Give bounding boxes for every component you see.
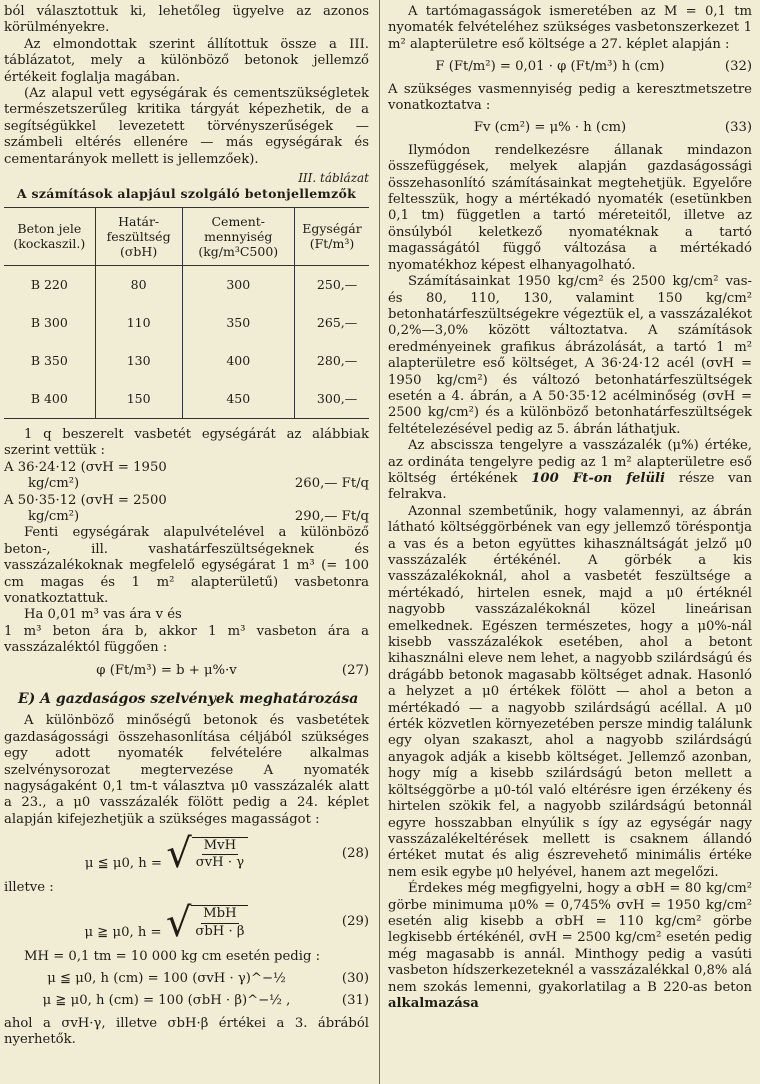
paragraph (388, 438, 752, 504)
equation-30 (4, 971, 369, 987)
equation-lhs: μ ≦ μ0, h = (84, 856, 162, 872)
price-item (4, 460, 369, 493)
table-cell: 130 (95, 342, 182, 380)
section-heading: E) A gazdaságos szelvények meghatározása (18, 690, 359, 707)
equation-body: μ ≦ μ0, h (cm) = 100 (σvH · γ)^−½ (47, 971, 286, 987)
paragraph: 1 m³ beton ára b, akkor 1 m³ vasbeton ára a vasszázaléktól függően : (4, 623, 369, 656)
sqrt-symbol: √ (165, 899, 192, 946)
paragraph: Az elmondottak szerint állítottuk össze a III. táblázatot, mely a különböző betonok jellemző értékeit foglalja magában. (4, 36, 369, 85)
equation-number: (31) (341, 993, 369, 1009)
table-cell: 300 (182, 265, 294, 304)
price-item-unit: kg/cm²) (28, 508, 80, 524)
paragraph: 1 q beszerelt vasbetét egységárát az alábbiak szerint vettük : (4, 426, 369, 459)
fraction-denominator: σvH · γ (195, 855, 245, 871)
fraction-denominator: σbH · β (195, 923, 245, 939)
price-item-line: A 50·35·12 (σvH = 2500 (4, 492, 167, 508)
equation-27 (4, 663, 369, 679)
paragraph: ahol a σvH·γ, illetve σbH·β értékei a 3. ábrából nyerhetők. (4, 1015, 369, 1048)
fraction-numerator: MbH (201, 906, 238, 923)
table-header: Beton jele (kockaszil.) (4, 207, 95, 265)
table-cell: 250,— (294, 265, 369, 304)
paragraph: ból választottuk ki, lehetőleg ügyelve az azonos körülményekre. (4, 4, 369, 36)
text-run: Az abscissza tengelyre a vasszázalék (μ%) értéke, az ordináta tengelyre pedig az 1 m² alapterületre eső költség értékének (388, 438, 752, 486)
table-caption: III. táblázat (298, 171, 369, 186)
table-cell: 300,— (294, 380, 369, 419)
table-cell: 280,— (294, 342, 369, 380)
equation-33 (388, 120, 752, 136)
price-item-unit: kg/cm²) (28, 476, 80, 492)
paragraph (388, 881, 752, 1012)
equation-number: (28) (341, 846, 369, 862)
table-cell: 150 (95, 380, 182, 419)
paragraph: A tartómagasságok ismeretében az M = 0,1 tm nyomaték felvételéhez szükséges vasbetonszerkezet 1 m² alapterületre eső költsége a 27. képlet alapján : (388, 4, 752, 52)
paragraph: MH = 0,1 tm = 10 000 kg cm esetén pedig : (24, 948, 321, 964)
paragraph: Ilymódon rendelkezésre állanak mindazon összefüggések, melyek alapján gazdaságossági összehasonlító számításainkat megtehetjük. Egyelőre feltesszük, hogy a mértékadó nyomaték (esetünkben 0,1 tm) független a tartó méreteitől, illetve az önsúlyból keletkező nyomatéknak a tartó magasságától függő változása a mértékadó nyomatékhoz képest elhanyagolható. (388, 142, 752, 273)
table-cell: 110 (95, 304, 182, 342)
emphasis-text: alkalmazása (388, 995, 479, 1011)
concrete-table (4, 207, 369, 419)
paragraph: illetve : (4, 880, 54, 896)
paragraph: A szükséges vasmennyiség pedig a keresztmetszetre vonatkoztatva : (388, 81, 752, 114)
price-item-line: A 36·24·12 (σvH = 1950 (4, 459, 167, 475)
equation-body: Fv (cm²) = μ% · h (cm) (473, 120, 627, 136)
sqrt-symbol: √ (166, 831, 192, 878)
left-column (4, 4, 369, 1049)
table-cell: 265,— (294, 304, 369, 342)
price-item-value: 260,— Ft/q (294, 476, 369, 492)
equation-31 (4, 993, 369, 1009)
emphasis-text: 100 Ft-on felüli (531, 470, 666, 486)
table-cell: 350 (182, 304, 294, 342)
table-header: Cement-mennyiség (kg/m³C500) (182, 207, 294, 265)
equation-body: F (Ft/m²) = 0,01 · φ (Ft/m³) h (cm) (435, 59, 665, 75)
table-header: Egységár (Ft/m³) (294, 207, 369, 265)
equation-number: (27) (341, 662, 369, 678)
paragraph: A különböző minőségű betonok és vasbetétek gazdaságossági összehasonlítása céljából szükséges egy adott nyomaték felvételére alkalmas szelvénysorozat megtervezése A nyomaték nagyságaként 0,1 tm-t választva μ0 vasszázalék alatt a 23., a μ0 vasszázalék fölött pedig a 24. képlet alapján kifejezhetjük a szükséges magasságot : (4, 713, 369, 827)
price-item (4, 493, 369, 526)
text-run: Érdekes még megfigyelni, hogy a σbH = 80 kg/cm² görbe minimuma μ0% = 0,745% σvH = 1950 kg/cm² esetén alig kisebb a σbH = 110 kg/cm² görbe legkisebb értékénél, σvH = 2500 kg/cm² esetén pedig még magasabb is annál. Minthogy pedig a vasúti vasbeton hídszerkezeteknél a vasszázalékkal 0,8% alá nem szokás lemenni, gyakorlatilag a B 220-as beton (388, 881, 752, 995)
paragraph: Azonnal szembetűnik, hogy valamennyi, az ábrán látható költséggörbének van egy jellemző töréspontja a vas és a beton együttes kihasználtságát jelző μ0 vasszázalék értékénél. A görbék a kis vasszázalékoknál, ahol a vasbetét feszültsége a mértékadó, hirtelen esnek, majd a μ0 értéknél nagyobb vasszázalékoknál közel lineárisan emelkednek. Egészen természetes, hogy a μ0%-nál kisebb vasszázalékok esetében, ahol a betont kihasználni eleve nem lehet, a nagyobb szilárdságú és drágább betonok magasabb költséget adnak. Hasonló a helyzet a μ0 értékek fölött — ahol a beton a mértékadó — a nagyobb szilárdságú acéllal. A μ0 érték közvetlen környezetében persze mindig találunk egy olyan szakaszt, ahol a nagyobb szilárdságú anyagok adják a kisebb költséget. Jellemző azonban, hogy míg a kisebb szilárdságú beton mellett a költséggörbe a μ0-tól való eltérésre igen érzékeny és hirtelen szökik fel, a nagyobb szilárdságú betonnál egyre hosszabban elnyúlik s így az egységár nagy vasszázalékeltérések mellett is csaknem állandó értéket mutat és alig észrevehető minimális értéke nem esik egybe μ0 helyével, hanem azt megelőzi. (388, 503, 752, 880)
paragraph: Ha 0,01 m³ vas ára v és (24, 607, 182, 623)
table-cell: B 300 (30, 314, 68, 330)
table-cell: 400 (182, 342, 294, 380)
right-column (388, 4, 752, 1012)
equation-number: (29) (341, 914, 369, 930)
table-row (4, 265, 369, 304)
table-title: A számítások alapjául szolgáló betonjellemzők (16, 186, 357, 202)
table-cell: 450 (182, 380, 294, 419)
table-cell: B 400 (4, 380, 95, 419)
equation-lhs: μ ≧ μ0, h = (84, 924, 162, 940)
equation-29 (4, 899, 369, 946)
paragraph: Számításainkat 1950 kg/cm² és 2500 kg/cm² vas- és 80, 110, 130, valamint 150 kg/cm² betonhatárfeszültségekre végeztük el, a vasszázalékot 0,2%—3,0% között változtatva. A számítások eredményeinek grafikus ábrázolását, a tartó 1 m² alapterületre eső költséget, A 36·24·12 acél (σvH = 1950 kg/cm²) és változó betonhatárfeszültségek esetén a 4. ábrán, a A 50·35·12 acélminőség (σvH = 2500 kg/cm²) és a különböző betonhatárfeszültségek feltételezésével pedig az 5. ábrán láthatjuk. (388, 274, 752, 437)
table-cell: B 220 (30, 276, 68, 292)
table-row (4, 380, 369, 419)
equation-number: (33) (724, 120, 752, 136)
table-row (4, 342, 369, 380)
price-item-value: 290,— Ft/q (294, 508, 369, 524)
text-run: része van felrakva. (388, 470, 752, 503)
equation-32 (388, 59, 752, 75)
equation-number: (30) (341, 971, 369, 987)
equation-28 (4, 831, 369, 878)
equation-number: (32) (724, 59, 752, 75)
equation-body: φ (Ft/m³) = b + μ%·v (96, 662, 237, 678)
table-row (4, 304, 369, 342)
table-cell: B 350 (30, 352, 68, 368)
paragraph: (Az alapul vett egységárak és cementszükségletek természetszerűleg kritika tárgyát képezhetik, de a segítségükkel levezetett törvényszerűségek — számbeli eltérés ellenére — más egységárak és cementarányok mellett is jellemzőek). (4, 86, 369, 167)
equation-body: μ ≧ μ0, h (cm) = 100 (σbH · β)^−½ , (42, 993, 291, 1009)
fraction-numerator: MvH (202, 838, 238, 855)
table-header: Határ-feszültség (σbH) (95, 207, 182, 265)
column-divider (379, 0, 380, 1084)
table-cell: 80 (95, 265, 182, 304)
paragraph: Fenti egységárak alapulvételével a különböző beton-, ill. vashatárfeszültségeknek és vasszázalékoknak megfelelő egységárat 1 m³ (= 100 cm magas és 1 m² alapterületű) vasbetonra vonatkoztattuk. (4, 525, 369, 606)
